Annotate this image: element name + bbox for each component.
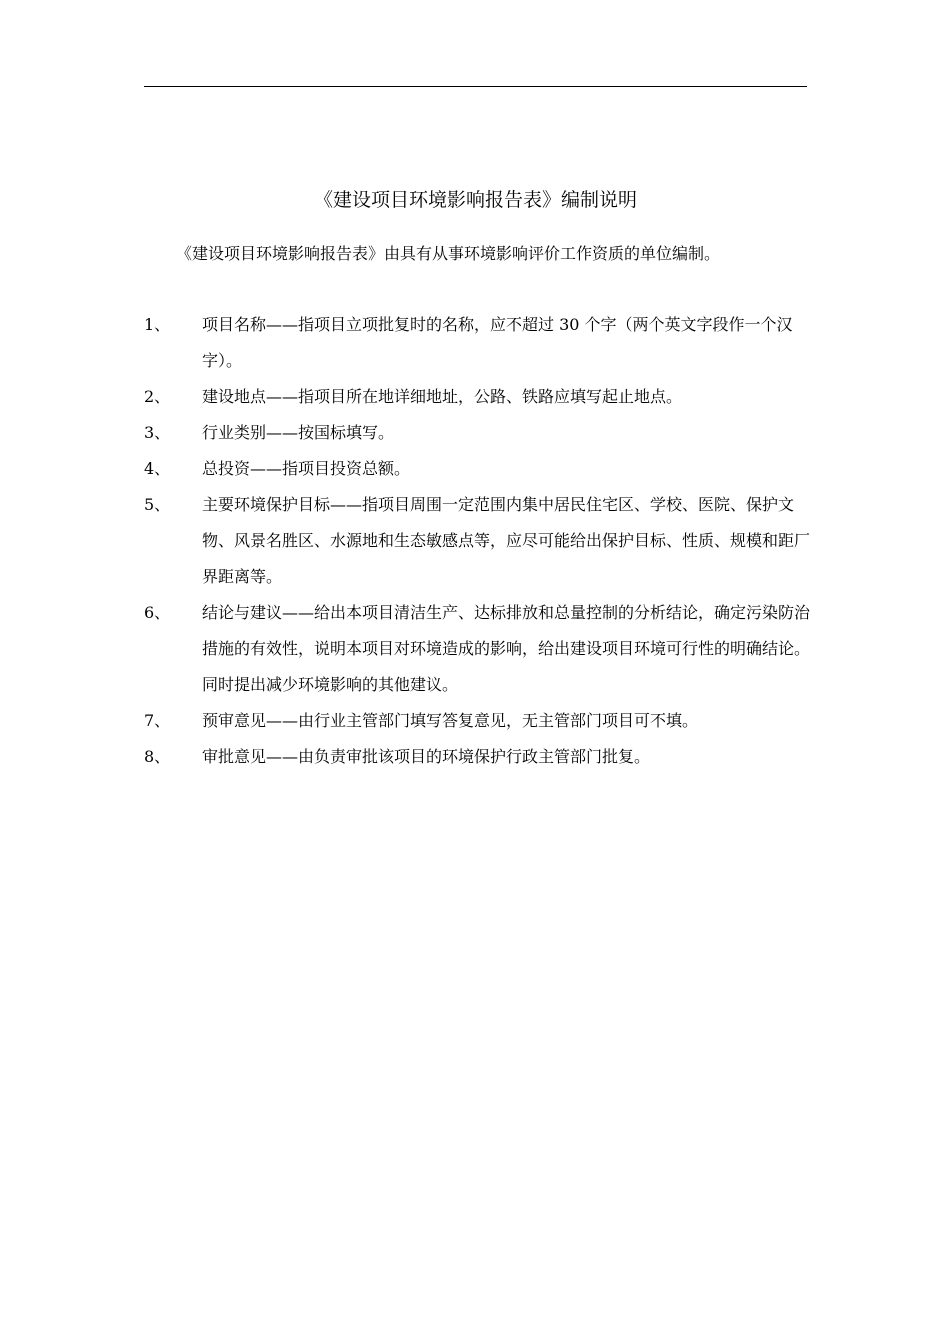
item-number: 4、 (144, 459, 171, 478)
item-number: 1、 (144, 315, 171, 334)
header-rule (144, 86, 807, 87)
list-item (144, 379, 824, 415)
item-text: 总投资——指项目投资总额。 (202, 459, 411, 478)
item-text: 预审意见——由行业主管部门填写答复意见，无主管部门项目可不填。 (202, 711, 699, 730)
list-item (144, 487, 824, 595)
list-item (144, 595, 824, 703)
item-text: 审批意见——由负责审批该项目的环境保护行政主管部门批复。 (202, 747, 651, 766)
list-item (144, 451, 824, 487)
item-number: 7、 (144, 711, 171, 730)
item-number: 5、 (144, 495, 171, 514)
item-number: 6、 (144, 603, 171, 622)
item-text: 结论与建议——给出本项目清洁生产、达标排放和总量控制的分析结论，确定污染防治措施的有效性，说明本项目对环境造成的影响，给出建设项目环境可行性的明确结论。同时提出减少环境影响的其他建议。 (202, 603, 811, 694)
document-title: 《建设项目环境影响报告表》编制说明 (313, 189, 637, 211)
list-item (144, 703, 824, 739)
item-text: 项目名称——指项目立项批复时的名称，应不超过 30 个字（两个英文字段作一个汉字）。 (202, 315, 793, 370)
intro-paragraph (144, 236, 807, 272)
item-number: 8、 (144, 747, 171, 766)
intro-text: 《建设项目环境影响报告表》由具有从事环境影响评价工作资质的单位编制。 (176, 244, 721, 263)
list-item (144, 307, 824, 379)
list-item (144, 739, 824, 775)
item-text: 建设地点——指项目所在地详细地址，公路、铁路应填写起止地点。 (202, 387, 683, 406)
item-text: 行业类别——按国标填写。 (202, 423, 395, 442)
item-number: 2、 (144, 387, 171, 406)
list-item (144, 415, 824, 451)
item-number: 3、 (144, 423, 171, 442)
instruction-list (144, 307, 824, 775)
item-text: 主要环境保护目标——指项目周围一定范围内集中居民住宅区、学校、医院、保护文物、风景名胜区、水源地和生态敏感点等，应尽可能给出保护目标、性质、规模和距厂界距离等。 (202, 495, 811, 586)
